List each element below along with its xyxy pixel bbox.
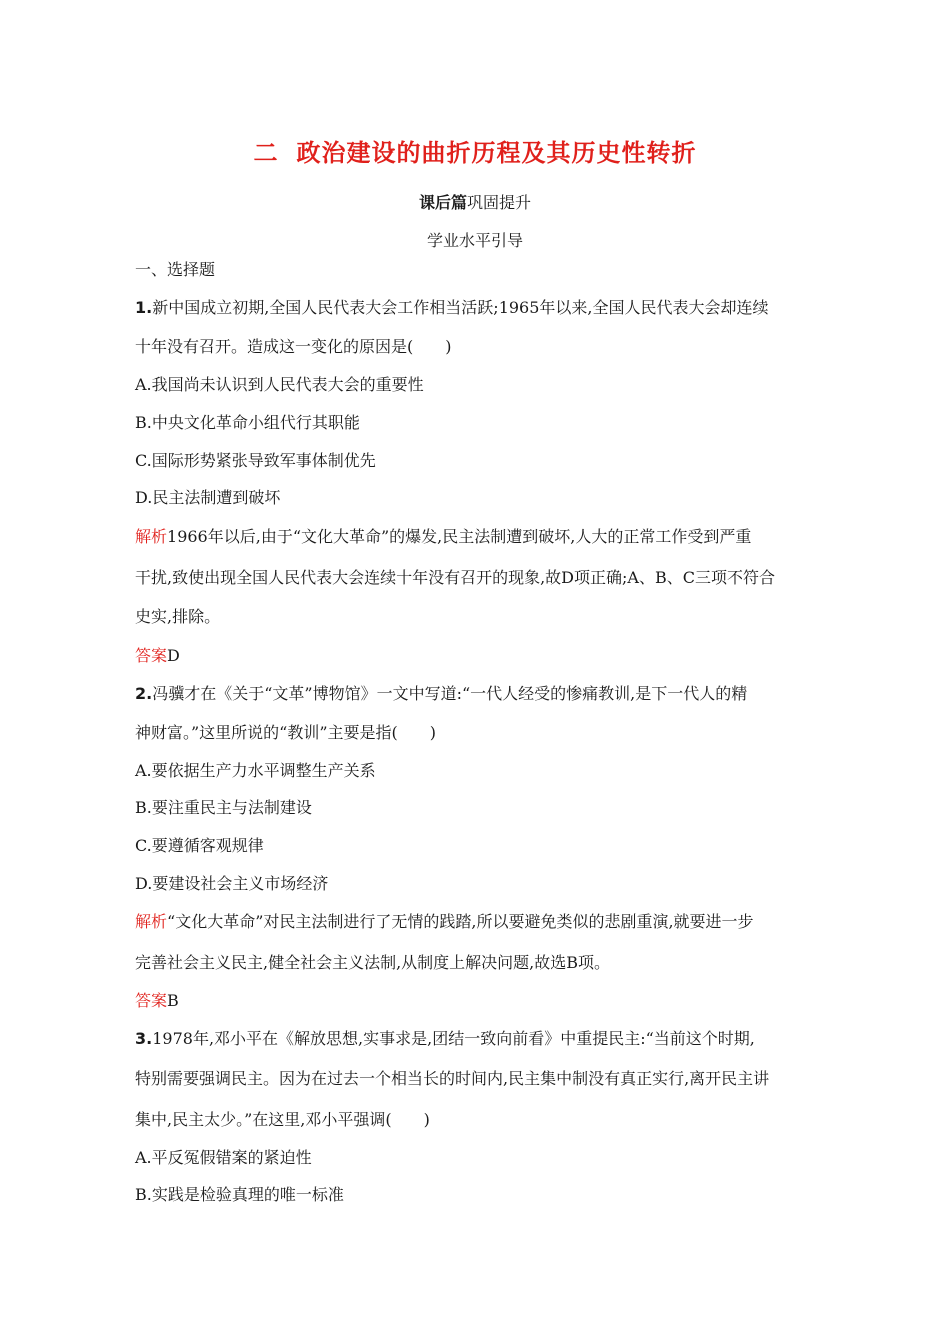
q3-stem-line-2: 特别需要强调民主。因为在过去一个相当长的时间内,民主集中制没有真正实行,离开民主讲 [135,1069,770,1088]
page-title [0,133,950,168]
q2-answer-label: 答案 [135,991,168,1010]
section-heading: 一、选择题 [135,260,216,279]
q1-stem-line-2: 十年没有召开。造成这一变化的原因是( ) [135,337,452,356]
q3-option-b: B.实践是检验真理的唯一标准 [135,1185,344,1204]
q2-number: 2. [135,684,153,703]
q1-analysis-line-1: 解析1966年以后,由于“文化大革命”的爆发,民主法制遭到破坏,人大的正常工作受到严重 [135,527,752,546]
q2-analysis-line-2: 完善社会主义民主,健全社会主义法制,从制度上解决问题,故选B项。 [135,953,611,972]
q2-stem-line-2: 神财富。”这里所说的“教训”主要是指( ) [135,723,437,742]
q2-analysis-label: 解析 [135,912,168,931]
q1-answer: 答案D [135,646,180,665]
q2-option-d: D.要建设社会主义市场经济 [135,874,329,893]
q3-stem-line-1: 3.1978年,邓小平在《解放思想,实事求是,团结一致向前看》中重提民主:“当前这个时期, [135,1029,755,1048]
subtitle [0,190,950,213]
q2-analysis-line-1: 解析“文化大革命”对民主法制进行了无情的践踏,所以要避免类似的悲剧重演,就要进一步 [135,912,754,931]
q1-option-a: A.我国尚未认识到人民代表大会的重要性 [135,375,424,394]
q2-stem-line-1: 2.冯骥才在《关于“文革”博物馆》一文中写道:“一代人经受的惨痛教训,是下一代人的精 [135,684,748,703]
q1-analysis-line-3: 史实,排除。 [135,607,221,626]
q1-option-d: D.民主法制遭到破坏 [135,488,281,507]
q1-number: 1. [135,298,153,317]
title-text: 政治建设的曲折历程及其历史性转折 [296,139,697,167]
q2-option-b: B.要注重民主与法制建设 [135,798,312,817]
subtitle-bold: 课后篇 [418,193,467,212]
q1-answer-label: 答案 [135,646,168,665]
title-number: 二 [253,139,279,167]
q2-answer: 答案B [135,991,179,1010]
subtitle-rest: 巩固提升 [467,193,532,212]
q2-option-c: C.要遵循客观规律 [135,836,264,855]
q1-analysis-label: 解析 [135,527,168,546]
level-heading: 学业水平引导 [426,231,523,250]
q3-number: 3. [135,1029,153,1048]
q3-stem-line-3: 集中,民主太少。”在这里,邓小平强调( ) [135,1110,430,1129]
q1-option-c: C.国际形势紧张导致军事体制优先 [135,451,376,470]
q1-analysis-line-2: 干扰,致使出现全国人民代表大会连续十年没有召开的现象,故D项正确;A、B、C三项不符合 [135,568,775,587]
q2-option-a: A.要依据生产力水平调整生产关系 [135,761,376,780]
q3-option-a: A.平反冤假错案的紧迫性 [135,1148,312,1167]
q1-option-b: B.中央文化革命小组代行其职能 [135,413,360,432]
q1-stem-line-1: 1.新中国成立初期,全国人民代表大会工作相当活跃;1965年以来,全国人民代表大会却连续 [135,298,769,317]
